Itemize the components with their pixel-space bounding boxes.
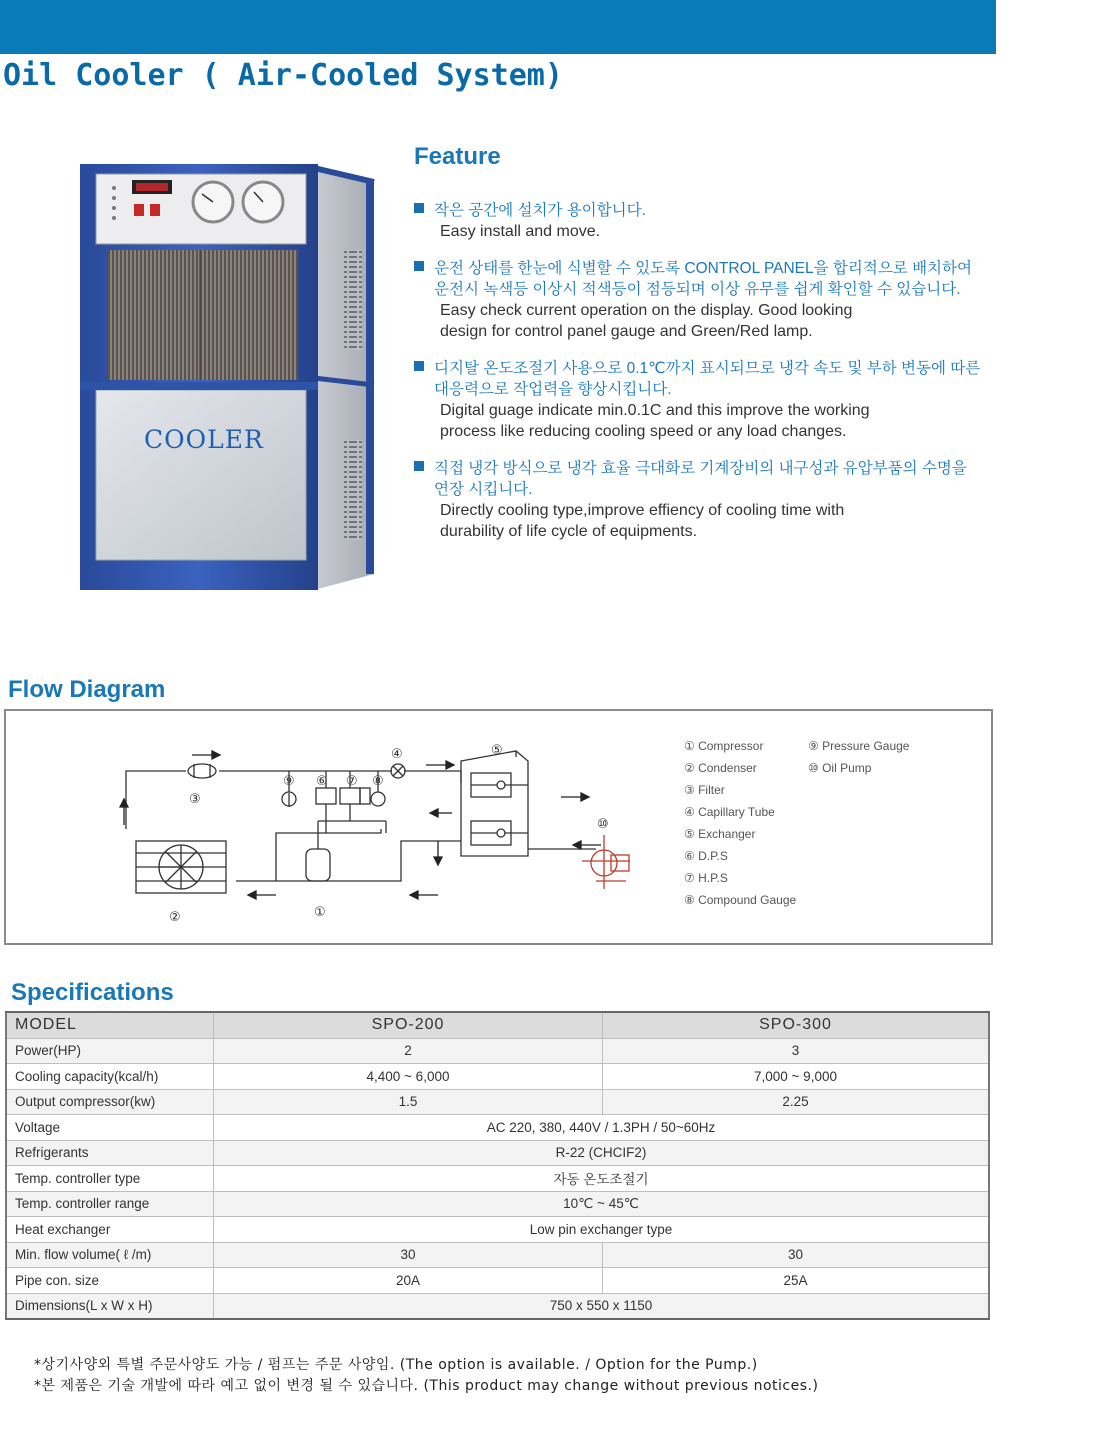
table-row: Heat exchanger Low pin exchanger type [6, 1217, 989, 1243]
table-row: Min. flow volume( ℓ /m) 30 30 [6, 1242, 989, 1268]
header-cell: SPO-300 [603, 1012, 990, 1038]
table-row: Temp. controller range 10℃ ~ 45℃ [6, 1191, 989, 1217]
legend-item: ⑨ Pressure Gauge [808, 739, 910, 753]
square-bullet-icon [414, 261, 424, 271]
feature-item: 운전 상태를 한눈에 식별할 수 있도록 CONTROL PANEL을 합리적으로 배치하여 운전시 녹색등 이상시 적색등이 점등되며 이상 유무를 쉽게 확인할 수 있습니다. Easy check current operation on the display. Good looking design for control panel gauge and Green/Red lamp. [414, 258, 994, 342]
square-bullet-icon [414, 361, 424, 371]
table-row: Voltage AC 220, 380, 440V / 1.3PH / 50~60Hz [6, 1115, 989, 1141]
footnote: *본 제품은 기술 개발에 따라 예고 없이 변경 될 수 있습니다. (This product may change without previous notices.) [34, 1378, 819, 1394]
footnote: *상기사양외 특별 주문사양도 가능 / 펌프는 주문 사양임. (The option is available. / Option for the Pump.) [34, 1357, 758, 1373]
legend-item: ⑥ D.P.S [684, 849, 728, 863]
legend-left [684, 735, 796, 911]
header-cell: MODEL [6, 1012, 214, 1038]
legend-item: ③ Filter [684, 783, 725, 797]
header-bar [0, 0, 996, 54]
legend-item: ① Compressor [684, 739, 764, 753]
legend-item: ⑩ Oil Pump [808, 761, 872, 775]
marker-2: ② [169, 910, 181, 925]
feature-title: Feature [414, 143, 501, 170]
table-header-row [6, 1012, 989, 1038]
table-row: Temp. controller type 자동 온도조절기 [6, 1166, 989, 1192]
legend-item: ② Condenser [684, 761, 757, 775]
square-bullet-icon [414, 203, 424, 213]
table-row: Output compressor(kw) 1.5 2.25 [6, 1089, 989, 1115]
feature-list [414, 200, 994, 558]
marker-3: ③ [189, 792, 201, 807]
table-row: Dimensions(L x W x H) 750 x 550 x 1150 [6, 1293, 989, 1319]
table-row: Cooling capacity(kcal/h) 4,400 ~ 6,000 7,000 ~ 9,000 [6, 1064, 989, 1090]
spec-table [5, 1011, 990, 1320]
square-bullet-icon [414, 461, 424, 471]
marker-4: ④ [391, 747, 403, 762]
feature-item: 디지탈 온도조절기 사용으로 0.1℃까지 표시되므로 냉각 속도 및 부하 변동에 따른 대응력으로 작업력을 향상시킵니다. Digital guage indicate min.0.1C and this improve the working process like reducing cooling speed or any load changes. [414, 358, 994, 442]
legend-item: ④ Capillary Tube [684, 805, 775, 819]
page-title: Oil Cooler ( Air-Cooled System) [3, 58, 563, 93]
flow-diagram-box [4, 709, 993, 945]
flow-diagram-title: Flow Diagram [8, 676, 166, 703]
legend-right [808, 735, 909, 779]
table-row: Power(HP) 2 3 [6, 1038, 989, 1064]
marker-6: ⑥ [316, 774, 328, 789]
legend-item: ⑧ Compound Gauge [684, 893, 797, 907]
feature-item: 직접 냉각 방식으로 냉각 효율 극대화로 기계장비의 내구성과 유압부품의 수명을 연장 시킵니다. Directly cooling type,improve effiency of cooling time with durability of life cycle of equipments. [414, 458, 994, 542]
footnotes [34, 1355, 818, 1397]
legend-item: ⑤ Exchanger [684, 827, 756, 841]
marker-9: ⑨ [283, 774, 295, 789]
header-cell: SPO-200 [214, 1012, 603, 1038]
table-row: Pipe con. size 20A 25A [6, 1268, 989, 1294]
table-row: Refrigerants R-22 (CHCIF2) [6, 1140, 989, 1166]
legend-item: ⑦ H.P.S [684, 871, 728, 885]
marker-10: ⑩ [597, 817, 609, 832]
product-label: COOLER [144, 425, 264, 454]
marker-1: ① [314, 905, 326, 920]
marker-7: ⑦ [346, 774, 358, 789]
specifications-title: Specifications [11, 979, 174, 1006]
feature-item: 작은 공간에 설치가 용이합니다. Easy install and move. [414, 200, 994, 242]
marker-5: ⑤ [491, 743, 503, 758]
marker-8: ⑧ [372, 774, 384, 789]
oil-cooler-product-image [78, 160, 378, 590]
